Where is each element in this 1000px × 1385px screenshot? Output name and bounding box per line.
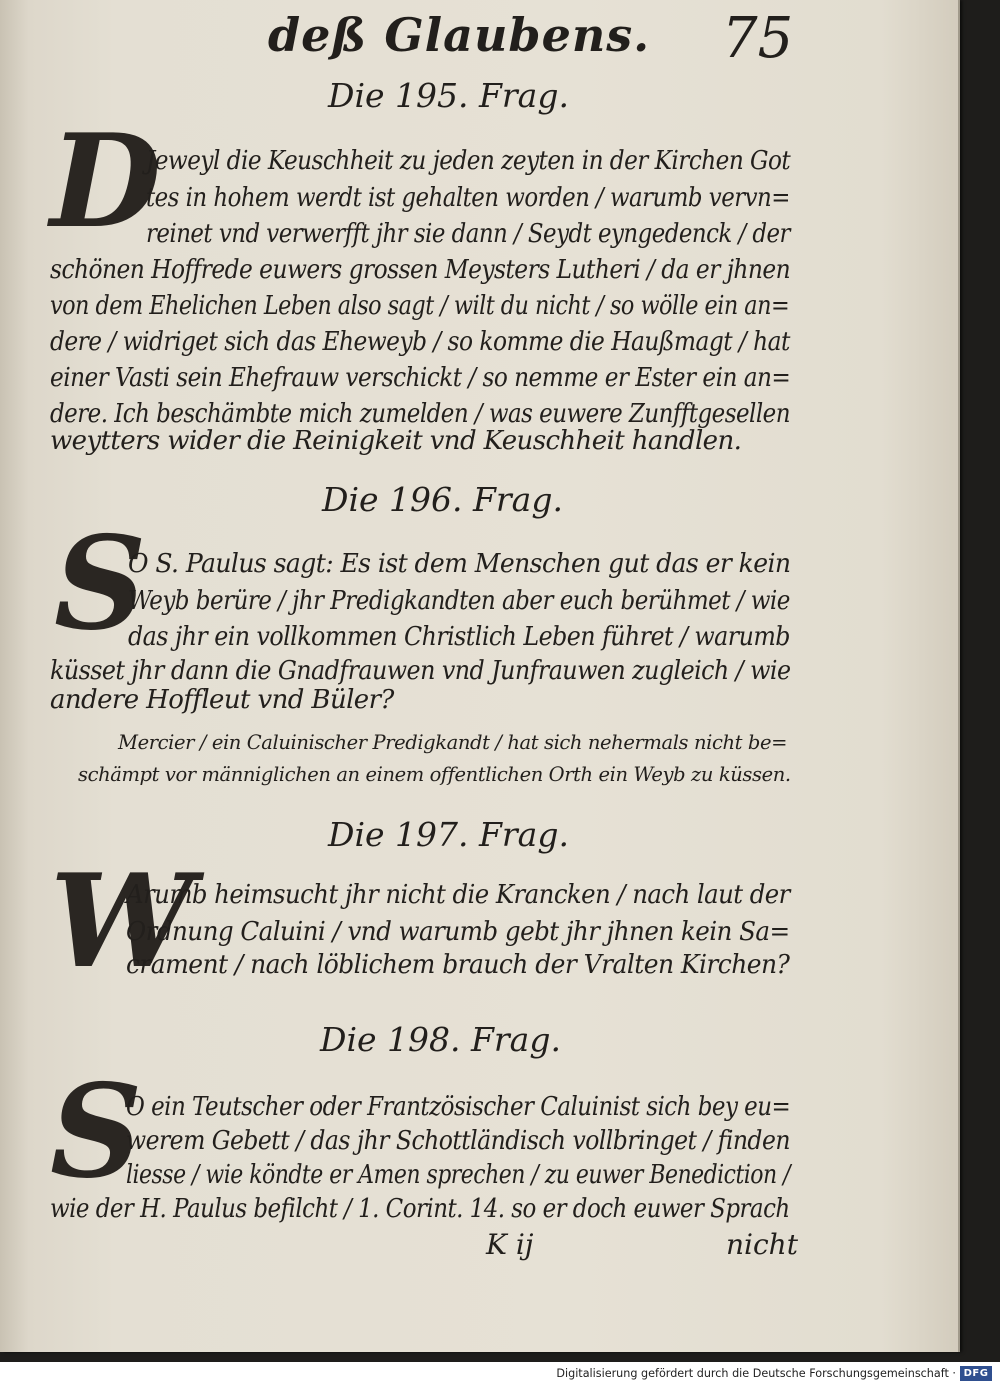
question-heading: Die 195. Frag. <box>328 76 569 115</box>
page-number: 75 <box>722 6 794 71</box>
text-line: weytters wider die Reinigkeit vnd Keuschheit handlen. <box>50 426 742 456</box>
running-head: deß Glaubens. <box>268 8 651 62</box>
text-line: Ordnung Caluini / vnd warumb gebt jhr jhnen kein Sa= <box>126 917 790 947</box>
text-line: werem Gebett / das jhr Schottländisch vollbringet / finden <box>126 1126 790 1156</box>
text-line: dere / widriget sich das Eheweyb / so komme die Haußmagt / hat <box>50 327 790 357</box>
funding-credit: Digitalisierung gefördert durch die Deutsche Forschungsgemeinschaft · <box>556 1367 956 1380</box>
text-line: Jeweyl die Keuschheit zu jeden zeyten in der Kirchen Got <box>146 146 791 176</box>
question-heading: Die 196. Frag. <box>322 480 563 519</box>
marginal-note-line: schämpt vor männiglichen an einem offentlichen Orth ein Weyb zu küssen. <box>78 763 791 786</box>
text-line: Weyb berüre / jhr Predigkandten aber euch berühmet / wie <box>128 586 790 616</box>
text-line: crament / nach löblichem brauch der Vralten Kirchen? <box>126 950 790 980</box>
credit-footer <box>0 1362 1000 1385</box>
decorated-initial: D <box>50 107 161 257</box>
text-line: von dem Ehelichen Leben also sagt / wilt du nicht / so wölle ein an= <box>50 291 790 321</box>
text-line: O S. Paulus sagt: Es ist dem Menschen gut das er kein <box>128 549 791 579</box>
text-line: einer Vasti sein Ehefrauw verschickt / so nemme er Ester ein an= <box>50 363 791 393</box>
catchword: nicht <box>726 1228 798 1261</box>
signature-mark: K ij <box>486 1228 534 1261</box>
question-heading: Die 197. Frag. <box>328 815 569 854</box>
text-line: tes in hohem werdt ist gehalten worden / warumb vervn= <box>146 183 790 213</box>
dfg-logo-icon: DFG <box>960 1366 992 1381</box>
text-line: schönen Hoffrede euwers grossen Meysters Lutheri / da er jhnen <box>50 255 791 285</box>
decorated-initial: W <box>50 847 194 997</box>
text-line: dere. Ich beschämbte mich zumelden / was euwere Zunfftgesellen <box>50 399 790 429</box>
text-line: O ein Teutscher oder Frantzösischer Caluinist sich bey eu= <box>126 1092 791 1122</box>
text-line: liesse / wie köndte er Amen sprechen / zu euwer Benediction / <box>126 1160 791 1190</box>
text-line: küsset jhr dann die Gnadfrauwen vnd Junfrauwen zugleich / wie <box>50 656 791 686</box>
text-line: reinet vnd verwerfft jhr sie dann / Seydt eyngedenck / der <box>146 219 790 249</box>
decorated-initial: S <box>50 1057 143 1207</box>
text-line: wie der H. Paulus befilcht / 1. Corint. 14. so er doch euwer Sprach <box>50 1194 790 1224</box>
text-line: das jhr ein vollkommen Christlich Leben führet / warumb <box>128 622 790 652</box>
text-line: Arumb heimsucht jhr nicht die Krancken / nach laut der <box>126 880 790 910</box>
text-line: andere Hoffleut vnd Büler? <box>50 685 394 715</box>
question-heading: Die 198. Frag. <box>320 1020 561 1059</box>
decorated-initial: S <box>54 509 147 659</box>
marginal-note-line: Mercier / ein Caluinischer Predigkandt / hat sich nehermals nicht be= <box>118 731 788 754</box>
